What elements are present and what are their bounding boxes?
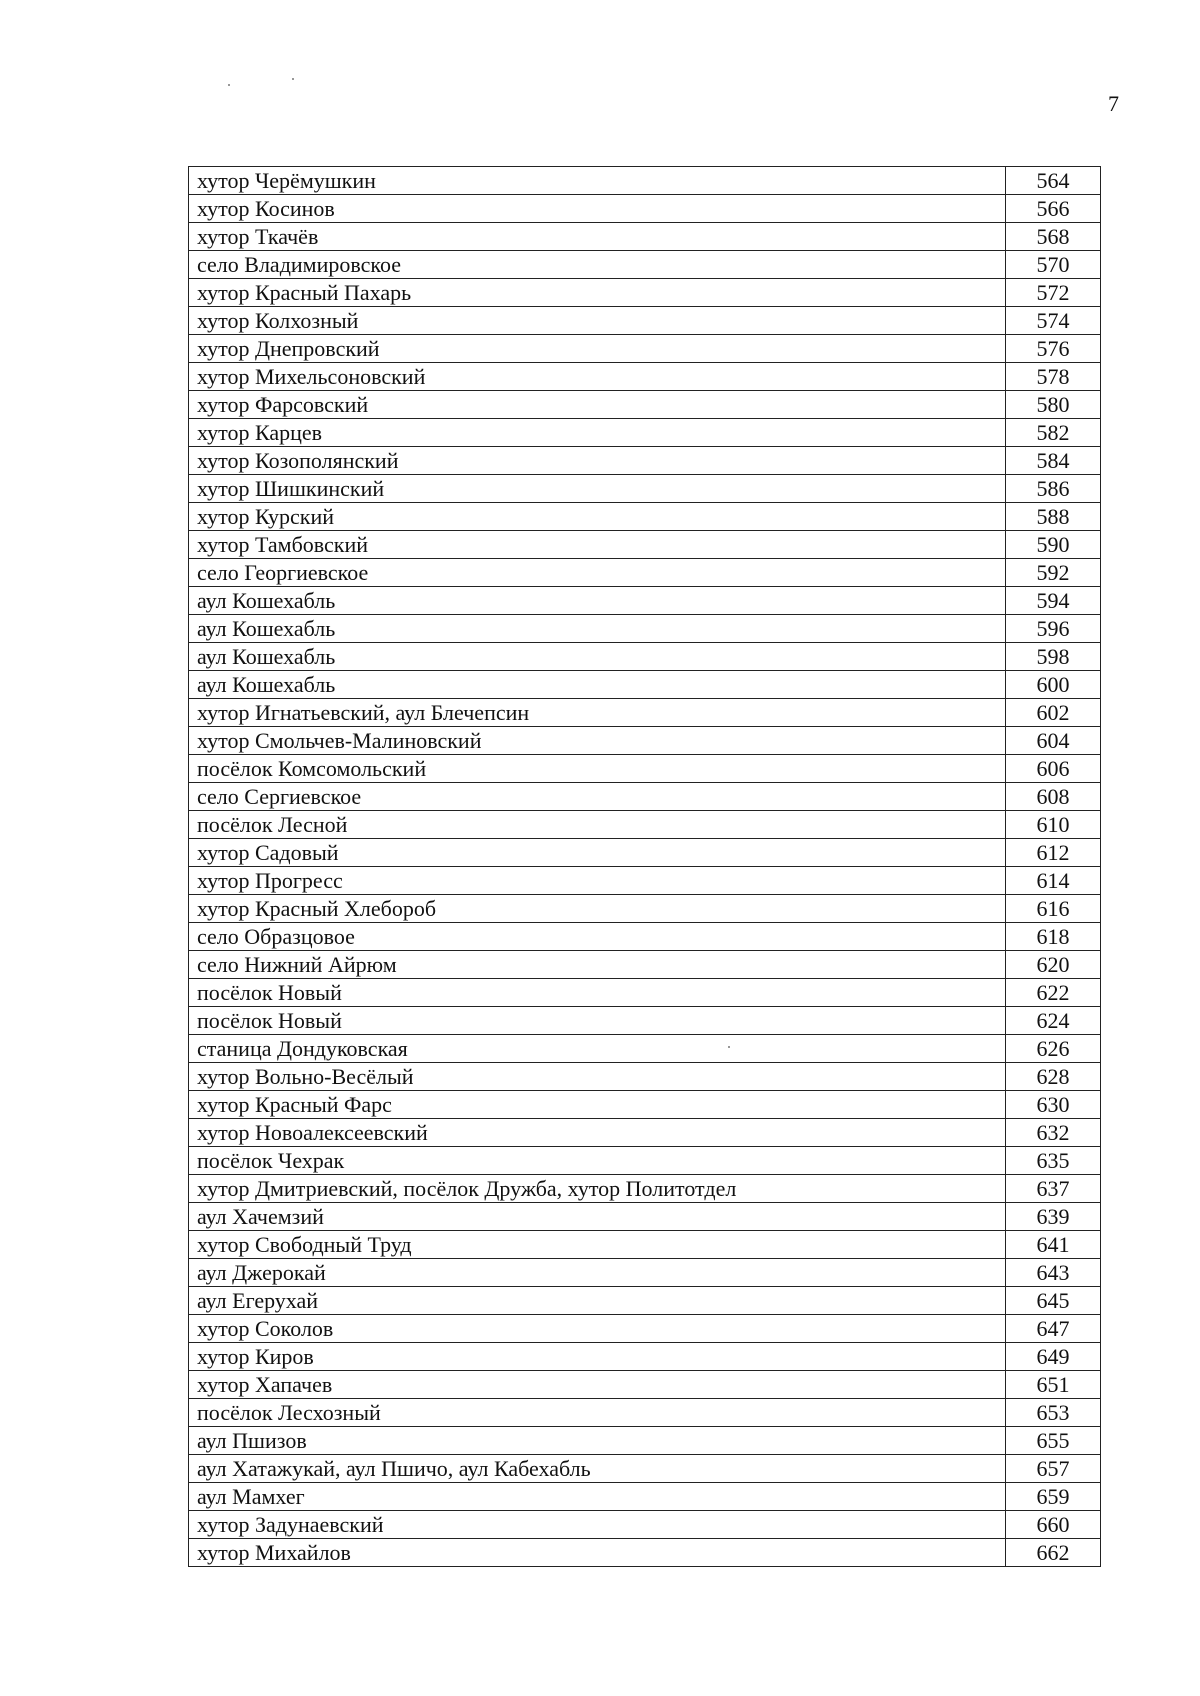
table-row [189,727,1101,755]
settlement-name-cell: хутор Днепровский [189,335,1006,363]
settlement-number-cell: 622 [1006,979,1101,1007]
settlement-name-cell: хутор Ткачёв [189,223,1006,251]
table-row [189,1427,1101,1455]
settlement-name-cell: хутор Михайлов [189,1539,1006,1567]
settlement-name-cell: аул Кошехабль [189,587,1006,615]
table-row [189,587,1101,615]
settlement-name-cell: хутор Курский [189,503,1006,531]
table-row [189,531,1101,559]
settlement-number-cell: 594 [1006,587,1101,615]
table-row [189,643,1101,671]
settlement-name-cell: аул Мамхег [189,1483,1006,1511]
settlement-number-cell: 580 [1006,391,1101,419]
settlement-number-cell: 588 [1006,503,1101,531]
table-row [189,195,1101,223]
table-row [189,979,1101,1007]
settlement-number-cell: 641 [1006,1231,1101,1259]
settlement-name-cell: хутор Хапачев [189,1371,1006,1399]
table-row [189,223,1101,251]
table-row [189,251,1101,279]
settlement-name-cell: аул Егерухай [189,1287,1006,1315]
settlement-number-cell: 590 [1006,531,1101,559]
table-row [189,1483,1101,1511]
table-row [189,1063,1101,1091]
table-row [189,1287,1101,1315]
settlement-name-cell: хутор Шишкинский [189,475,1006,503]
settlement-number-cell: 566 [1006,195,1101,223]
settlement-number-cell: 606 [1006,755,1101,783]
settlement-name-cell: хутор Соколов [189,1315,1006,1343]
table-row [189,1455,1101,1483]
settlement-name-cell: аул Кошехабль [189,643,1006,671]
settlement-number-cell: 592 [1006,559,1101,587]
table-body [189,167,1101,1567]
settlement-name-cell: станица Дондуковская [189,1035,1006,1063]
settlement-number-cell: 643 [1006,1259,1101,1287]
settlement-number-cell: 596 [1006,615,1101,643]
settlement-number-cell: 584 [1006,447,1101,475]
table-row [189,923,1101,951]
table-row [189,615,1101,643]
settlement-name-cell: село Владимировское [189,251,1006,279]
settlements-table [188,166,1101,1567]
settlement-name-cell: хутор Садовый [189,839,1006,867]
table-row [189,279,1101,307]
settlement-name-cell: село Образцовое [189,923,1006,951]
table-row [189,867,1101,895]
table-row [189,167,1101,195]
settlement-number-cell: 618 [1006,923,1101,951]
settlement-name-cell: хутор Смольчев-Малиновский [189,727,1006,755]
table-row [189,1371,1101,1399]
settlement-number-cell: 647 [1006,1315,1101,1343]
settlement-name-cell: село Сергиевское [189,783,1006,811]
settlement-name-cell: хутор Козополянский [189,447,1006,475]
settlement-number-cell: 659 [1006,1483,1101,1511]
settlement-name-cell: хутор Красный Фарс [189,1091,1006,1119]
settlement-number-cell: 637 [1006,1175,1101,1203]
table-row [189,391,1101,419]
table-row [189,951,1101,979]
settlement-number-cell: 586 [1006,475,1101,503]
settlement-name-cell: хутор Задунаевский [189,1511,1006,1539]
settlement-number-cell: 568 [1006,223,1101,251]
settlement-number-cell: 620 [1006,951,1101,979]
settlement-number-cell: 598 [1006,643,1101,671]
settlement-name-cell: хутор Михельсоновский [189,363,1006,391]
settlement-number-cell: 657 [1006,1455,1101,1483]
settlement-name-cell: хутор Дмитриевский, посёлок Дружба, хутор Политотдел [189,1175,1006,1203]
settlement-number-cell: 574 [1006,307,1101,335]
settlement-number-cell: 610 [1006,811,1101,839]
settlement-number-cell: 612 [1006,839,1101,867]
settlement-number-cell: 628 [1006,1063,1101,1091]
table-row [189,1259,1101,1287]
table-row [189,1231,1101,1259]
table-row [189,1399,1101,1427]
table-row [189,1175,1101,1203]
settlement-name-cell: посёлок Чехрак [189,1147,1006,1175]
settlement-name-cell: аул Джерокай [189,1259,1006,1287]
scan-speck [228,84,230,86]
settlement-name-cell: село Нижний Айрюм [189,951,1006,979]
settlement-name-cell: аул Кошехабль [189,615,1006,643]
settlement-name-cell: хутор Киров [189,1343,1006,1371]
table-row [189,1203,1101,1231]
settlement-name-cell: посёлок Новый [189,1007,1006,1035]
settlement-name-cell: хутор Карцев [189,419,1006,447]
settlement-name-cell: аул Кошехабль [189,671,1006,699]
scan-speck [292,78,294,80]
table-row [189,1119,1101,1147]
settlement-name-cell: хутор Вольно-Весёлый [189,1063,1006,1091]
settlement-number-cell: 639 [1006,1203,1101,1231]
table-row [189,699,1101,727]
settlement-name-cell: хутор Новоалексеевский [189,1119,1006,1147]
settlement-number-cell: 602 [1006,699,1101,727]
settlement-name-cell: хутор Игнатьевский, аул Блечепсин [189,699,1006,727]
table-row [189,503,1101,531]
table-row [189,1343,1101,1371]
table-row [189,671,1101,699]
table-row [189,783,1101,811]
settlement-number-cell: 649 [1006,1343,1101,1371]
settlement-number-cell: 608 [1006,783,1101,811]
table-row [189,895,1101,923]
page-number: 7 [1108,91,1119,116]
settlement-name-cell: хутор Красный Пахарь [189,279,1006,307]
settlement-name-cell: аул Хачемзий [189,1203,1006,1231]
settlement-number-cell: 653 [1006,1399,1101,1427]
settlement-number-cell: 604 [1006,727,1101,755]
table-row [189,1007,1101,1035]
settlement-number-cell: 655 [1006,1427,1101,1455]
table-row [189,755,1101,783]
table-row [189,839,1101,867]
settlement-number-cell: 630 [1006,1091,1101,1119]
settlement-name-cell: хутор Фарсовский [189,391,1006,419]
settlement-name-cell: посёлок Лесной [189,811,1006,839]
settlement-name-cell: хутор Косинов [189,195,1006,223]
table-row [189,1035,1101,1063]
settlement-number-cell: 582 [1006,419,1101,447]
settlement-number-cell: 600 [1006,671,1101,699]
settlement-number-cell: 616 [1006,895,1101,923]
settlement-name-cell: посёлок Комсомольский [189,755,1006,783]
table-row [189,1511,1101,1539]
table-row [189,1315,1101,1343]
settlement-number-cell: 614 [1006,867,1101,895]
table-row [189,1539,1101,1567]
settlement-number-cell: 635 [1006,1147,1101,1175]
table-row [189,447,1101,475]
table-row [189,559,1101,587]
settlement-number-cell: 626 [1006,1035,1101,1063]
settlement-number-cell: 645 [1006,1287,1101,1315]
settlement-name-cell: хутор Прогресс [189,867,1006,895]
settlement-name-cell: посёлок Лесхозный [189,1399,1006,1427]
table-row [189,307,1101,335]
settlement-number-cell: 572 [1006,279,1101,307]
settlement-number-cell: 576 [1006,335,1101,363]
settlement-number-cell: 662 [1006,1539,1101,1567]
settlement-name-cell: хутор Черёмушкин [189,167,1006,195]
settlement-name-cell: хутор Колхозный [189,307,1006,335]
table-row [189,475,1101,503]
settlement-name-cell: хутор Свободный Труд [189,1231,1006,1259]
settlement-name-cell: хутор Красный Хлебороб [189,895,1006,923]
table-row [189,419,1101,447]
settlement-number-cell: 660 [1006,1511,1101,1539]
settlement-number-cell: 632 [1006,1119,1101,1147]
table-row [189,363,1101,391]
settlement-name-cell: хутор Тамбовский [189,531,1006,559]
table-row [189,811,1101,839]
table-row [189,335,1101,363]
settlement-name-cell: село Георгиевское [189,559,1006,587]
settlement-name-cell: аул Пшизов [189,1427,1006,1455]
settlement-number-cell: 651 [1006,1371,1101,1399]
settlement-number-cell: 578 [1006,363,1101,391]
settlement-number-cell: 570 [1006,251,1101,279]
settlement-name-cell: посёлок Новый [189,979,1006,1007]
settlement-number-cell: 564 [1006,167,1101,195]
settlement-name-cell: аул Хатажукай, аул Пшичо, аул Кабехабль [189,1455,1006,1483]
settlement-number-cell: 624 [1006,1007,1101,1035]
table-row [189,1091,1101,1119]
table-row [189,1147,1101,1175]
